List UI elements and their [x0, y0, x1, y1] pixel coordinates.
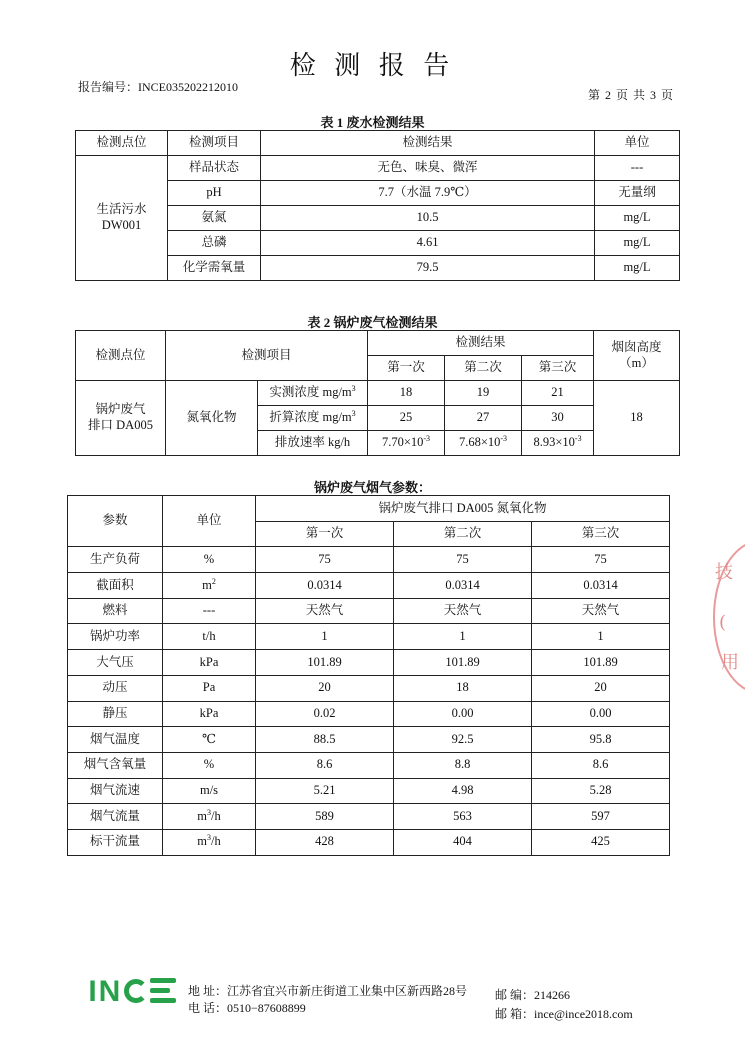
header-cell: 第二次 [445, 356, 522, 381]
unit-cell [163, 573, 256, 599]
header-cell: 参数 [68, 496, 163, 547]
value-cell: 25 [368, 406, 445, 431]
value-cell: 589 [256, 804, 394, 830]
value-cell: 天然气 [394, 598, 532, 624]
value-cell: 21 [522, 381, 594, 406]
value-cell [368, 431, 445, 456]
value-cell: 天然气 [532, 598, 670, 624]
value-text: 7.68×10 [458, 435, 501, 450]
superscript: 3 [207, 807, 211, 817]
table-row [68, 829, 670, 855]
table-row [68, 701, 670, 727]
header-cell: 检测项目 [166, 331, 368, 381]
table-row [76, 381, 680, 406]
unit-cell: mg/L [595, 256, 680, 281]
stamp-char: ( [719, 612, 727, 633]
stack-height-label: 烟囱高度 [611, 339, 662, 354]
value-cell: 1 [532, 624, 670, 650]
unit-cell [163, 624, 256, 650]
table1-caption: 表 1 废水检测结果 [320, 115, 425, 130]
value-cell: 75 [394, 547, 532, 573]
table-header-row [76, 131, 680, 156]
value-cell: 75 [256, 547, 394, 573]
unit-cell: mg/L [595, 206, 680, 231]
stamp-char: 用 [721, 652, 739, 673]
header-cell: 检测点位 [76, 131, 168, 156]
value-cell: 563 [394, 804, 532, 830]
point-code: 排口 DA005 [88, 418, 153, 432]
unit-cell [163, 701, 256, 727]
result-cell: 10.5 [261, 206, 595, 231]
company-logo: IN [70, 975, 178, 1009]
unit-text: m/s [199, 783, 219, 798]
header-cell: 单位 [595, 131, 680, 156]
superscript: -3 [574, 434, 582, 444]
sampling-point-cell [76, 381, 166, 456]
unit-text: Pa [202, 680, 216, 695]
table-header-row [68, 496, 670, 522]
unit-text: ℃ [202, 731, 216, 746]
footer-email: 邮 箱：ince@ince2018.com [495, 1007, 633, 1021]
param-cell: 烟气温度 [68, 727, 163, 753]
stack-height-cell: 18 [594, 381, 680, 456]
table-row [68, 650, 670, 676]
unit-cell [163, 752, 256, 778]
param-cell: 烟气含氧量 [68, 752, 163, 778]
value-cell [445, 431, 522, 456]
value-cell: 18 [368, 381, 445, 406]
param-cell: 燃料 [68, 598, 163, 624]
value-cell: 20 [532, 675, 670, 701]
metric-cell [258, 381, 368, 406]
value-cell: 428 [256, 829, 394, 855]
value-cell: 425 [532, 829, 670, 855]
item-cell: pH [168, 181, 261, 206]
metric-label: 实测浓度 mg/m [269, 385, 352, 400]
unit-cell [163, 598, 256, 624]
value-cell: 5.21 [256, 778, 394, 804]
table3-caption: 锅炉废气烟气参数： [313, 480, 431, 495]
header-cell: 检测点位 [76, 331, 166, 381]
footer-phone: 电 话：0510−87608899 [188, 1001, 306, 1015]
item-cell: 总磷 [168, 231, 261, 256]
metric-cell: 排放速率 kg/h [258, 431, 368, 456]
header-cell: 检测项目 [168, 131, 261, 156]
page-number: 第 2 页 共 3 页 [588, 88, 675, 102]
value-cell: 597 [532, 804, 670, 830]
unit-text: m [197, 808, 207, 823]
unit-cell [163, 804, 256, 830]
param-cell: 烟气流量 [68, 804, 163, 830]
param-cell: 烟气流速 [68, 778, 163, 804]
flue-gas-params-body [68, 547, 670, 855]
superscript: 3 [207, 833, 211, 843]
value-cell: 404 [394, 829, 532, 855]
unit-text: /h [211, 808, 221, 823]
superscript: -3 [500, 434, 508, 444]
value-cell: 8.6 [256, 752, 394, 778]
value-cell: 88.5 [256, 727, 394, 753]
item-cell: 化学需氧量 [168, 256, 261, 281]
seal-stamp [705, 540, 745, 690]
header-cell [594, 331, 680, 381]
value-cell: 4.98 [394, 778, 532, 804]
value-cell: 20 [256, 675, 394, 701]
table-row [68, 675, 670, 701]
header-cell: 第一次 [368, 356, 445, 381]
flue-gas-params-table [67, 495, 670, 856]
unit-text: /h [211, 834, 221, 849]
unit-text: kPa [199, 706, 219, 721]
point-name: 锅炉废气 [95, 402, 146, 417]
unit-cell [163, 675, 256, 701]
header-cell: 单位 [163, 496, 256, 547]
table-row [68, 804, 670, 830]
item-cell: 样品状态 [168, 156, 261, 181]
unit-text: --- [202, 603, 216, 618]
param-cell: 动压 [68, 675, 163, 701]
param-cell: 大气压 [68, 650, 163, 676]
param-cell: 生产负荷 [68, 547, 163, 573]
value-cell: 0.00 [394, 701, 532, 727]
unit-cell [163, 829, 256, 855]
report-title: 检 测 报 告 [289, 51, 456, 80]
report-number: 报告编号：INCE035202212010 [78, 80, 238, 94]
result-cell: 79.5 [261, 256, 595, 281]
header-cell: 检测结果 [368, 331, 594, 356]
unit-text: % [203, 551, 215, 566]
value-cell: 101.89 [256, 650, 394, 676]
value-cell: 0.00 [532, 701, 670, 727]
value-cell: 95.8 [532, 727, 670, 753]
table-row [68, 547, 670, 573]
metric-label: 折算浓度 mg/m [269, 410, 352, 425]
value-cell: 8.8 [394, 752, 532, 778]
value-cell: 101.89 [394, 650, 532, 676]
value-cell: 30 [522, 406, 594, 431]
unit-cell [163, 547, 256, 573]
unit-cell [163, 650, 256, 676]
header-cell: 锅炉废气排口 DA005 氮氧化物 [256, 496, 670, 522]
value-cell: 92.5 [394, 727, 532, 753]
superscript: 3 [351, 409, 356, 419]
value-cell: 1 [256, 624, 394, 650]
boiler-gas-table [75, 330, 680, 456]
stamp-char: 技 [715, 562, 733, 583]
stack-height-unit: （m） [619, 355, 654, 370]
param-cell: 标干流量 [68, 829, 163, 855]
sampling-point-cell [76, 156, 168, 281]
table-row [76, 156, 680, 181]
table-row [68, 573, 670, 599]
unit-cell: --- [595, 156, 680, 181]
unit-text: % [203, 757, 215, 772]
value-cell: 18 [394, 675, 532, 701]
value-cell: 0.0314 [256, 573, 394, 599]
param-cell: 静压 [68, 701, 163, 727]
unit-text: m [202, 577, 212, 592]
item-cell: 氨氮 [168, 206, 261, 231]
header-cell: 第三次 [522, 356, 594, 381]
value-cell: 5.28 [532, 778, 670, 804]
value-cell: 1 [394, 624, 532, 650]
value-cell: 101.89 [532, 650, 670, 676]
value-cell: 75 [532, 547, 670, 573]
metric-cell [258, 406, 368, 431]
value-cell: 19 [445, 381, 522, 406]
unit-cell: 无量纲 [595, 181, 680, 206]
param-cell: 截面积 [68, 573, 163, 599]
param-cell: 锅炉功率 [68, 624, 163, 650]
value-text: 8.93×10 [533, 435, 575, 450]
result-cell: 4.61 [261, 231, 595, 256]
point-code: DW001 [101, 218, 142, 232]
unit-text: m [197, 834, 207, 849]
footer-postcode: 邮 编：214266 [495, 988, 571, 1002]
header-cell: 第三次 [532, 521, 670, 547]
table-header-row [76, 331, 680, 356]
pollutant-cell: 氮氧化物 [166, 381, 258, 456]
superscript: 2 [211, 576, 216, 586]
wastewater-table [75, 130, 680, 281]
value-cell: 8.6 [532, 752, 670, 778]
table-row [68, 727, 670, 753]
value-cell: 0.02 [256, 701, 394, 727]
value-cell: 27 [445, 406, 522, 431]
header-cell: 第一次 [256, 521, 394, 547]
result-cell: 无色、味臭、微浑 [261, 156, 595, 181]
value-cell: 0.0314 [394, 573, 532, 599]
table2-caption: 表 2 锅炉废气检测结果 [307, 315, 438, 330]
superscript: -3 [423, 434, 431, 444]
superscript: 3 [351, 384, 356, 394]
result-cell: 7.7（水温 7.9℃） [261, 181, 595, 206]
unit-cell: mg/L [595, 231, 680, 256]
table-row [68, 624, 670, 650]
table-row [68, 778, 670, 804]
unit-text: t/h [202, 628, 216, 643]
value-cell [522, 431, 594, 456]
value-cell: 0.0314 [532, 573, 670, 599]
header-cell: 检测结果 [261, 131, 595, 156]
value-cell: 天然气 [256, 598, 394, 624]
unit-text: kPa [199, 654, 219, 669]
value-text: 7.70×10 [381, 435, 424, 450]
table-row [68, 598, 670, 624]
unit-cell [163, 727, 256, 753]
table-row [68, 752, 670, 778]
header-cell: 第二次 [394, 521, 532, 547]
footer-address: 地 址：江苏省宜兴市新庄街道工业集中区新西路28号 [188, 984, 468, 998]
unit-cell [163, 778, 256, 804]
point-name: 生活污水 [96, 202, 147, 217]
